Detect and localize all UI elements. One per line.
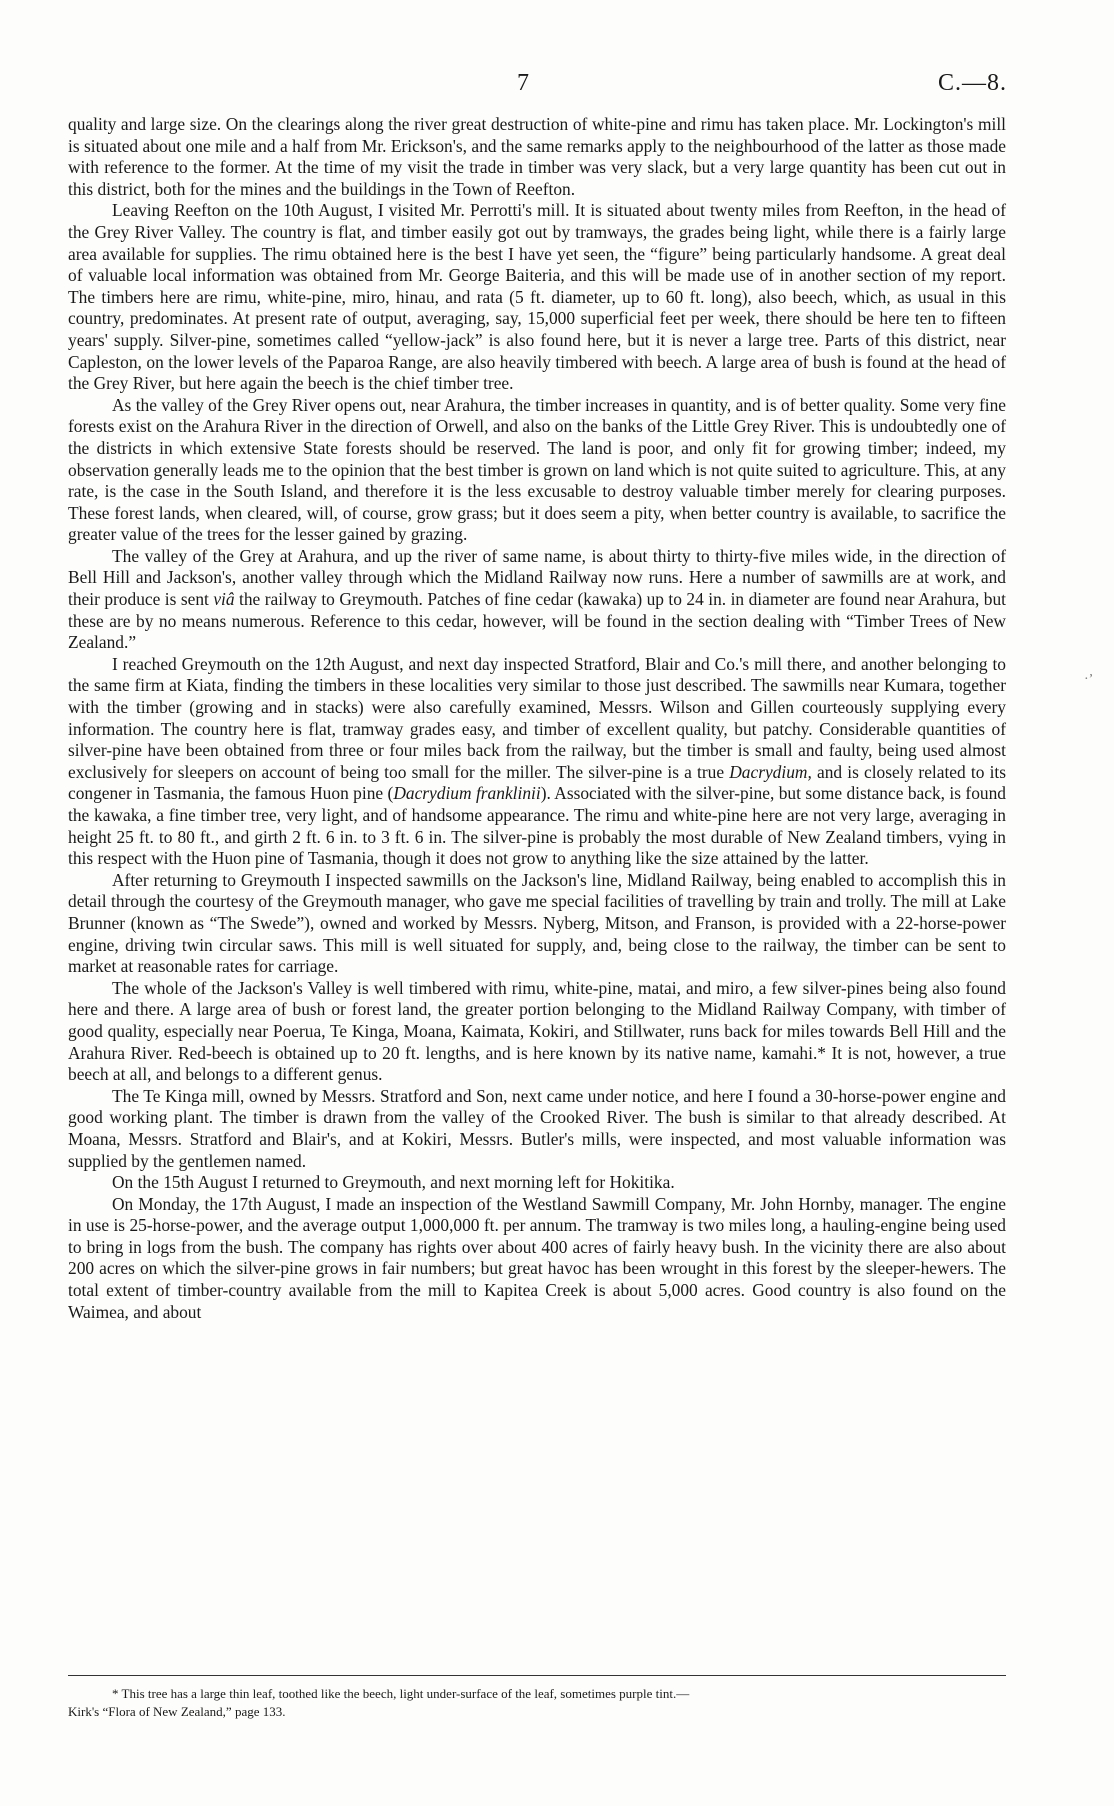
paragraph: [68, 546, 1006, 654]
paragraph: quality and large size. On the clearings along the river great destruction of white-pine and rimu has taken place. Mr. Lockington's mill is situated about one mile and a half from Mr. Erickson's, and the same remarks apply to the neighbourhood of the latter as those made with reference to the former. At the time of my visit the trade in timber was very slack, but a very large quantity has been cut out in this district, both for the mines and the buildings in the Town of Reefton.: [68, 114, 1006, 199]
footnote-line: * This tree has a large thin leaf, toothed like the beech, light under-surface of the leaf, sometimes purple tint.—: [112, 1686, 690, 1701]
footnote-divider: [68, 1675, 1006, 1676]
paragraph: As the valley of the Grey River opens out, near Arahura, the timber increases in quantity, and is of better quality. Some very fine forests exist on the Arahura River in the direction of Orwell, and also on the banks of the Little Grey River. This is undoubtedly one of the districts in which extensive State forests should be reserved. The land is poor, and only fit for growing timber; indeed, my observation generally leads me to the opinion that the best timber is grown on land which is not quite suited to agriculture. This, at any rate, is the case in the South Island, and therefore it is the less excusable to destroy valuable timber merely for clearing purposes. These forest lands, when cleared, will, of course, grow grass; but it does seem a pity, when better country is available, to sacrifice the greater value of the trees for the lesser gained by grazing.: [68, 394, 1006, 545]
margin-mark: ·’: [1084, 672, 1094, 687]
italic-species: Dacrydium franklinii: [393, 783, 541, 804]
paragraph-text: I reached Greymouth on the 12th August, and next day inspected Stratford, Blair and Co.'s mill there, and another belonging to the same firm at Kiata, finding the timbers in these localities very similar to those just described. The sawmills near Kumara, together with the timber (growing and in stacks) were also carefully examined, Messrs. Wilson and Gillen courteously supplying every information. The country here is flat, tramway grades easy, and timber of excellent quality, but patchy. Considerable quantities of silver-pine have been obtained from three or four miles back from the railway, but the timber is small and faulty, being used almost exclusively for sleepers on account of being too small for the miller. The silver-pine is a true: [68, 653, 1006, 782]
paragraph: On the 15th August I returned to Greymouth, and next morning left for Hokitika.: [112, 1172, 675, 1193]
document-code: C.—8.: [937, 70, 1007, 96]
paragraph-text: and is closely related to its congener in Tasmania, the famous Huon pine (: [68, 761, 1006, 804]
body-text: [68, 114, 1006, 1323]
paragraph: Leaving Reefton on the 10th August, I visited Mr. Perrotti's mill. It is situated about twenty miles from Reefton, in the head of the Grey River Valley. The country is flat, and timber easily got out by tramways, the grades being light, while there is a fairly large area available for supplies. The rimu obtained here is the best I have yet seen, the “figure” being particularly handsome. A great deal of valuable local information was obtained from Mr. George Baiteria, and this will be made use of in another section of my report. The timbers here are rimu, white-pine, miro, hinau, and rata (5 ft. diameter, up to 60 ft. long), also beech, which, as usual in this country, predominates. At present rate of output, averaging, say, 15,000 superficial feet per week, there should be here ten to fifteen years' supply. Silver-pine, sometimes called “yellow-jack” is also found here, but it is never a large tree. Parts of this district, near Capleston, on the lower levels of the Paparoa Range, are also heavily timbered with beech. A large area of bush is found at the head of the Grey River, but here again the beech is the chief timber tree.: [68, 200, 1006, 394]
paragraph-text: ). Associated with the silver-pine, but some distance back, is found the kawaka, a fine timber tree, very light, and of handsome appearance. The rimu and white-pine here are not very large, averaging in height 25 ft. to 80 ft., and girth 2 ft. 6 in. to 3 ft. 6 in. The silver-pine is probably the most durable of New Zealand timbers, vying in this respect with the Huon pine of Tasmania, though it does not grow to anything like the size attained by the latter.: [68, 783, 1006, 869]
paragraph: On Monday, the 17th August, I made an inspection of the Westland Sawmill Company, Mr. John Hornby, manager. The engine in use is 25-horse-power, and the average output 1,000,000 ft. per annum. The tramway is two miles long, a hauling-engine being used to bring in logs from the bush. The company has rights over about 400 acres of fairly heavy bush. In the vicinity there are also about 200 acres on which the silver-pine grows in fair numbers; but great havoc has been wrought in this forest by the sleeper-hewers. The total extent of timber-country available from the mill to Kapitea Creek is about 5,000 acres. Good country is also found on the Waimea, and about: [68, 1193, 1006, 1322]
paragraph: [68, 654, 1006, 870]
paragraph: The Te Kinga mill, owned by Messrs. Stratford and Son, next came under notice, and here I found a 30-horse-power engine and good working plant. The timber is drawn from the valley of the Crooked River. The bush is similar to that already described. At Moana, Messrs. Stratford and Blair's, and at Kokiri, Messrs. Butler's mills, were inspected, and most valuable information was supplied by the gentlemen named.: [68, 1085, 1006, 1171]
paragraph: After returning to Greymouth I inspected sawmills on the Jackson's line, Midland Railway, being enabled to accomplish this in detail through the courtesy of the Greymouth manager, who gave me special facilities of travelling by train and trolly. The mill at Lake Brunner (known as “The Swede”), owned and worked by Messrs. Nyberg, Mitson, and Franson, is provided with a 22-horse-power engine, driving twin circular saws. This mill is well situated for supply, and, being close to the railway, the timber can be sent to market at reasonable rates for carriage.: [68, 869, 1006, 977]
paragraph-text: the railway to Greymouth. Patches of fine cedar (kawaka) up to 24 in. in diameter are found near Arahura, but these are by no means numerous. Reference to this cedar, however, will be found in the section dealing with “Timber Trees of New Zealand.”: [68, 589, 1006, 653]
italic-genus: Dacrydium,: [729, 761, 812, 782]
italic-term: viâ: [213, 589, 235, 610]
paragraph-text: The valley of the Grey at Arahura, and up the river of same name, is about thirty to thirty-five miles wide, in the direction of Bell Hill and Jackson's, another valley through which the Midland Railway now runs. Here a number of sawmills are at work, and their produce is sent: [68, 545, 1006, 610]
page-number: 7: [517, 70, 529, 96]
footnote-citation: Kirk's “Flora of New Zealand,” page 133.: [68, 1704, 286, 1719]
footnote: [68, 1685, 1006, 1721]
page-header: [0, 70, 1114, 102]
paragraph: The whole of the Jackson's Valley is well timbered with rimu, white-pine, matai, and miro, a few silver-pines being also found here and there. A large area of bush or forest land, the greater portion belonging to the Midland Railway Company, with timber of good quality, especially near Poerua, Te Kinga, Moana, Kaimata, Kokiri, and Stillwater, runs back for miles towards Bell Hill and the Arahura River. Red-beech is obtained up to 20 ft. lengths, and is here known by its native name, kamahi.* It is not, however, a true beech at all, and belongs to a different genus.: [68, 977, 1006, 1085]
